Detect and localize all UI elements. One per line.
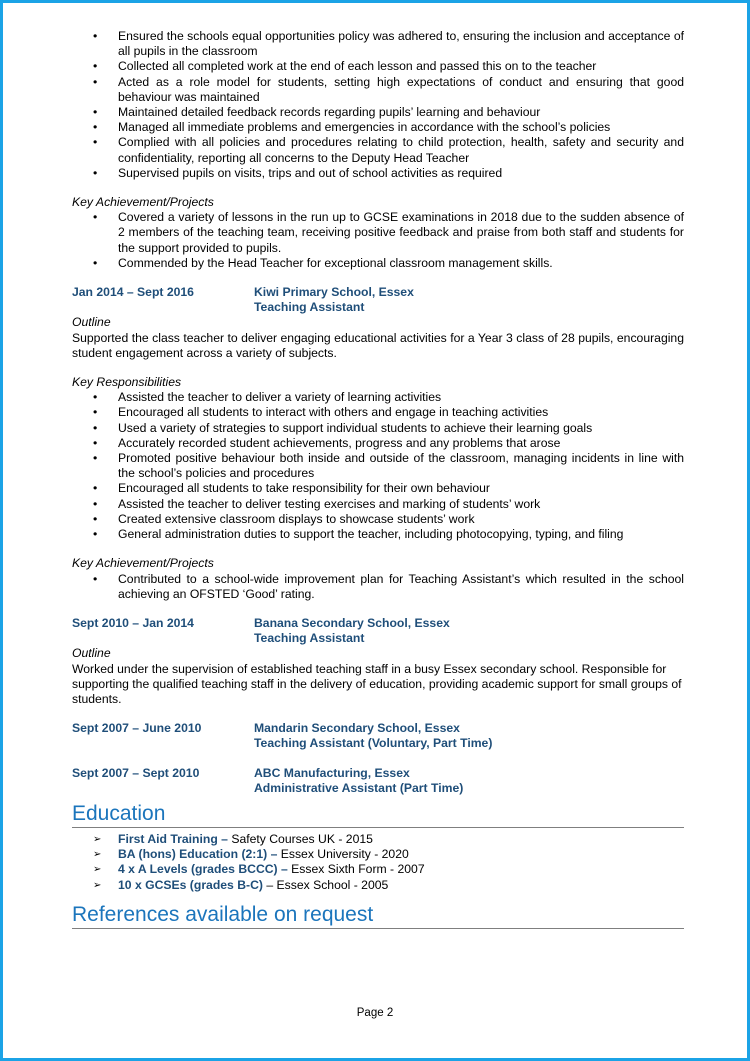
education-qualification: 10 x GCSEs (grades B-C) — [118, 877, 263, 892]
job2-achievements-label: Key Achievement/Projects — [72, 556, 214, 571]
education-detail: Essex Sixth Form - 2007 — [287, 862, 425, 877]
job1-responsibilities-list — [72, 29, 684, 181]
job5-dates: Sept 2007 – Sept 2010 — [72, 765, 200, 780]
education-list — [72, 832, 684, 893]
job2-title: Teaching Assistant — [254, 300, 365, 315]
list-item: • Commended by the Head Teacher for exceptional classroom management skills. — [118, 256, 684, 271]
education-heading: Education — [72, 802, 684, 828]
job1-achievements-label: Key Achievement/Projects — [72, 195, 214, 210]
job4-header — [72, 721, 684, 751]
job4-employer: Mandarin Secondary School, Essex — [254, 721, 460, 736]
job2-outline-label: Outline — [72, 315, 111, 330]
list-item: • Ensured the schools equal opportunities policy was adhered to, ensuring the inclusion and acceptance of all pupils in the classroom — [118, 29, 684, 59]
references-heading: References available on request — [72, 903, 684, 929]
list-item: • Complied with all policies and procedures relating to child protection, health, safety and security and confidentiality, reporting all concerns to the Deputy Head Teacher — [118, 135, 684, 165]
list-item — [118, 862, 684, 877]
education-qualification: First Aid Training – — [118, 831, 228, 846]
job2-dates: Jan 2014 – Sept 2016 — [72, 285, 194, 300]
list-item: • Encouraged all students to take responsibility for their own behaviour — [118, 481, 684, 496]
job2-achievements-list — [72, 572, 684, 602]
list-item: • Used a variety of strategies to support individual students to achieve their learning goals — [118, 421, 684, 436]
education-qualification: BA (hons) Education (2:1) – — [118, 847, 278, 862]
job3-header — [72, 616, 684, 646]
list-item: • Assisted the teacher to deliver testing exercises and marking of students’ work — [118, 497, 684, 512]
list-item: • General administration duties to support the teacher, including photocopying, typing, and filing — [118, 527, 684, 542]
page-number: Page 2 — [356, 1007, 394, 1019]
job5-title: Administrative Assistant (Part Time) — [254, 780, 464, 795]
list-item — [118, 878, 684, 893]
list-item: • Assisted the teacher to deliver a variety of learning activities — [118, 390, 684, 405]
job3-outline-label: Outline — [72, 646, 111, 661]
job5-employer: ABC Manufacturing, Essex — [254, 765, 410, 780]
education-detail: Safety Courses UK - 2015 — [227, 831, 373, 846]
job2-responsibilities-label: Key Responsibilities — [72, 375, 182, 390]
list-item: • Promoted positive behaviour both inside and outside of the classroom, managing incidents in line with the school’s policies and procedures — [118, 451, 684, 481]
job2-outline: Supported the class teacher to deliver engaging educational activities for a Year 3 class of 28 pupils, encouraging student engagement across a variety of subjects. — [72, 330, 684, 360]
list-item: • Collected all completed work at the end of each lesson and passed this on to the teacher — [118, 59, 684, 74]
job2-employer: Kiwi Primary School, Essex — [254, 285, 414, 300]
list-item — [118, 832, 684, 847]
list-item: • Encouraged all students to interact with others and engage in teaching activities — [118, 405, 684, 420]
job3-outline: Worked under the supervision of established teaching staff in a busy Essex secondary school. Responsible for supporting the qualified teaching staff in the delivery of education, providing academic support for small groups of students. — [72, 661, 682, 706]
education-detail: Essex University - 2020 — [277, 847, 409, 862]
education-qualification: 4 x A Levels (grades BCCC) – — [118, 862, 288, 877]
list-item: • Covered a variety of lessons in the run up to GCSE examinations in 2018 due to the sudden absence of 2 members of the teaching team, receiving positive feedback and praise from both staff and students for the support provided to pupils. — [118, 210, 684, 256]
job2-header — [72, 285, 684, 315]
job2-responsibilities-list — [72, 390, 684, 542]
job3-dates: Sept 2010 – Jan 2014 — [72, 615, 194, 630]
job5-header — [72, 766, 684, 796]
list-item — [118, 847, 684, 862]
education-detail: – Essex School - 2005 — [262, 877, 389, 892]
list-item: • Managed all immediate problems and emergencies in accordance with the school’s policies — [118, 120, 684, 135]
job3-title: Teaching Assistant — [254, 631, 365, 646]
list-item: • Accurately recorded student achievements, progress and any problems that arose — [118, 436, 684, 451]
list-item: • Contributed to a school-wide improvement plan for Teaching Assistant’s which resulted in the school achieving an OFSTED ‘Good’ rating. — [118, 572, 684, 602]
cv-content — [72, 29, 684, 929]
list-item: • Acted as a role model for students, setting high expectations of conduct and ensuring that good behaviour was maintained — [118, 75, 684, 105]
list-item: • Maintained detailed feedback records regarding pupils’ learning and behaviour — [118, 105, 684, 120]
job4-dates: Sept 2007 – June 2010 — [72, 721, 202, 736]
job3-employer: Banana Secondary School, Essex — [254, 615, 450, 630]
list-item: • Created extensive classroom displays to showcase students’ work — [118, 512, 684, 527]
job4-title: Teaching Assistant (Voluntary, Part Time) — [254, 736, 493, 751]
job1-achievements-list — [72, 210, 684, 271]
list-item: • Supervised pupils on visits, trips and out of school activities as required — [118, 166, 684, 181]
